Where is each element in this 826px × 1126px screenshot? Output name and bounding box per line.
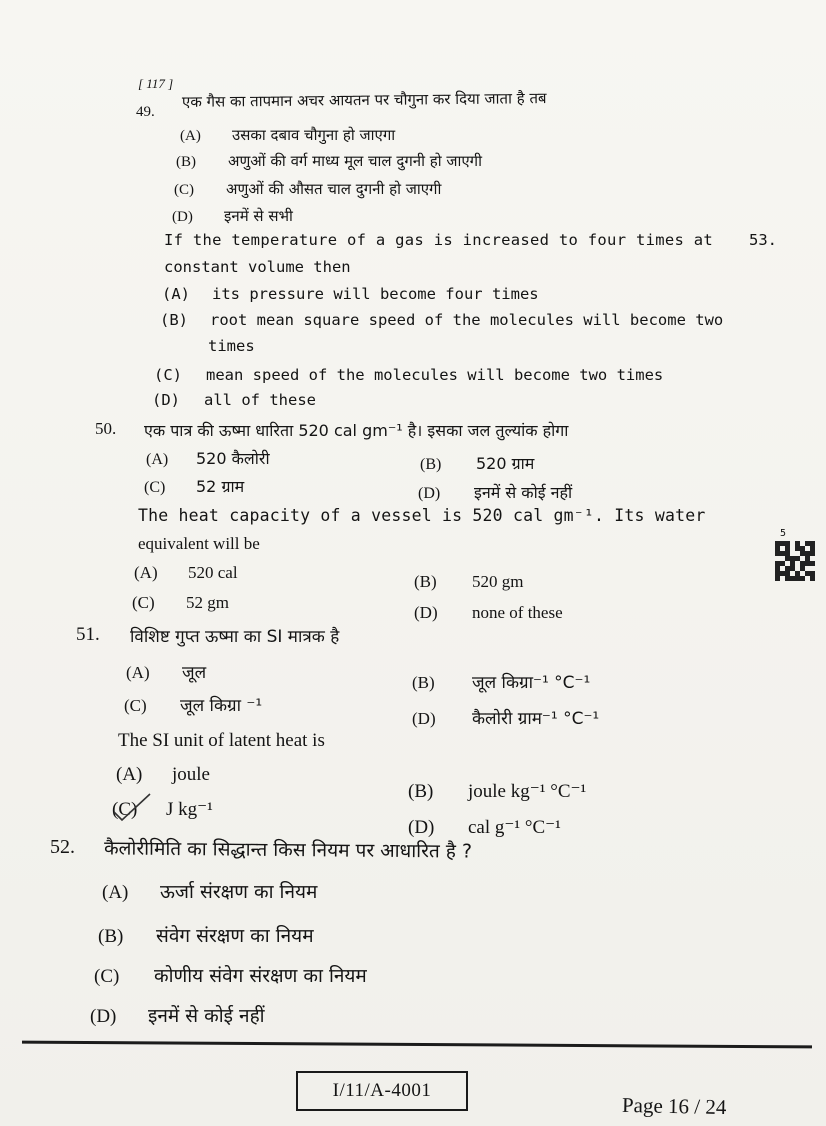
side-number: 53. bbox=[749, 231, 777, 249]
option-row bbox=[418, 481, 572, 503]
option-text: 520 gm bbox=[472, 572, 524, 591]
option-row bbox=[176, 151, 482, 171]
option-text-continued: times bbox=[208, 337, 255, 355]
option-label: (D) bbox=[412, 709, 436, 728]
option-row bbox=[126, 660, 206, 683]
question-stem-hindi: एक गैस का तापमान अचर आयतन पर चौगुना कर दिया जाता है तब bbox=[181, 89, 547, 111]
option-label: (C) bbox=[144, 479, 166, 496]
pen-tick-mark-icon bbox=[112, 792, 152, 822]
option-label: (D) bbox=[172, 209, 193, 225]
option-label: (C) bbox=[94, 966, 120, 987]
option-text: इनमें से कोई नहीं bbox=[474, 483, 573, 502]
option-row bbox=[412, 706, 599, 729]
page-ref: [ 117 ] bbox=[138, 76, 174, 91]
option-text: संवेग संरक्षण का नियम bbox=[156, 925, 314, 947]
option-label: (D) bbox=[90, 1006, 117, 1027]
option-label: (C) bbox=[132, 593, 155, 612]
option-text: 52 gm bbox=[186, 593, 229, 612]
option-row bbox=[90, 1002, 265, 1028]
option-text: J kg⁻¹ bbox=[166, 799, 213, 820]
option-label: (B) bbox=[412, 673, 435, 692]
option-text: joule kg⁻¹ °C⁻¹ bbox=[468, 781, 587, 802]
option-text: joule bbox=[172, 764, 210, 785]
question-stem-english: The heat capacity of a vessel is 520 cal gm⁻¹. Its water bbox=[138, 506, 706, 525]
option-row bbox=[412, 670, 590, 693]
question-stem-english-cont: equivalent will be bbox=[138, 534, 260, 553]
option-row bbox=[152, 391, 316, 409]
option-row bbox=[408, 780, 586, 803]
option-text: 520 ग्राम bbox=[476, 454, 535, 473]
option-row bbox=[132, 593, 229, 613]
option-row bbox=[172, 206, 293, 226]
option-row bbox=[154, 366, 663, 384]
option-text: 520 cal bbox=[188, 563, 238, 582]
option-label: (C) bbox=[154, 366, 182, 384]
option-label: (A) bbox=[146, 451, 169, 468]
option-label: (A) bbox=[116, 764, 143, 785]
option-row bbox=[144, 475, 244, 497]
option-row bbox=[414, 603, 563, 623]
option-row bbox=[102, 878, 317, 904]
question-stem-hindi: कैलोरीमिति का सिद्धान्त किस नियम पर आधारित है ? bbox=[103, 837, 473, 863]
option-text: कैलोरी ग्राम⁻¹ °C⁻¹ bbox=[472, 709, 600, 729]
option-text: all of these bbox=[204, 391, 316, 409]
footer-divider bbox=[22, 1041, 812, 1049]
option-label: (A) bbox=[162, 285, 190, 303]
option-row bbox=[414, 572, 523, 592]
option-label: (D) bbox=[418, 485, 441, 502]
question-stem-english-cont: constant volume then bbox=[164, 258, 351, 276]
option-row bbox=[134, 563, 238, 583]
paper-code: I/11/A-4001 bbox=[332, 1080, 432, 1101]
paper-code-box bbox=[296, 1071, 468, 1111]
option-row bbox=[420, 452, 534, 474]
option-text: जूल किग्रा ⁻¹ bbox=[180, 696, 263, 716]
question-stem-hindi: एक पात्र की ऊष्मा धारिता 520 cal gm⁻¹ है। इसका जल तुल्यांक होगा bbox=[144, 421, 569, 440]
option-label: (B) bbox=[420, 456, 442, 473]
option-label: (B) bbox=[408, 781, 434, 802]
option-text: 52 ग्राम bbox=[196, 477, 245, 496]
option-text: इनमें से सभी bbox=[224, 207, 293, 225]
option-text: mean speed of the molecules will become two times bbox=[206, 366, 664, 384]
question-number: 52. bbox=[50, 836, 75, 858]
option-text: जूल किग्रा⁻¹ °C⁻¹ bbox=[472, 673, 591, 693]
option-label: (D) bbox=[408, 817, 435, 838]
question-number: 50. bbox=[95, 419, 117, 438]
option-label: (B) bbox=[98, 926, 124, 947]
option-label: (C) bbox=[112, 799, 138, 820]
page-number: Page 16 / 24 bbox=[621, 1092, 727, 1120]
option-row bbox=[180, 125, 395, 145]
option-text: root mean square speed of the molecules will become two bbox=[210, 311, 724, 329]
option-text: इनमें से कोई नहीं bbox=[148, 1005, 265, 1027]
option-text: जूल bbox=[182, 663, 207, 683]
option-row bbox=[160, 311, 723, 329]
option-text: अणुओं की औसत चाल दुगनी हो जाएगी bbox=[226, 180, 442, 198]
option-text: cal g⁻¹ °C⁻¹ bbox=[468, 817, 561, 838]
option-label: (A) bbox=[126, 663, 150, 682]
question-stem-english: If the temperature of a gas is increased to four times at bbox=[164, 231, 714, 249]
option-row bbox=[408, 816, 561, 839]
option-row bbox=[146, 447, 270, 469]
option-text: none of these bbox=[472, 603, 563, 622]
qr-code-icon bbox=[775, 541, 815, 581]
option-label: (B) bbox=[414, 572, 437, 591]
option-text: कोणीय संवेग संरक्षण का नियम bbox=[154, 965, 367, 987]
option-text: उसका दबाव चौगुना हो जाएगा bbox=[232, 126, 396, 144]
option-row bbox=[116, 764, 210, 786]
question-stem-english: The SI unit of latent heat is bbox=[118, 730, 325, 751]
option-label: (B) bbox=[160, 311, 188, 329]
option-label: (C) bbox=[124, 696, 147, 715]
option-label: (A) bbox=[180, 128, 201, 144]
option-label: (C) bbox=[174, 182, 194, 198]
question-number: 49. bbox=[136, 104, 155, 120]
option-label: (B) bbox=[176, 154, 196, 170]
option-text: ऊर्जा संरक्षण का नियम bbox=[160, 881, 318, 903]
option-label: (D) bbox=[152, 391, 180, 409]
qr-marker: 5 bbox=[780, 528, 787, 539]
option-text: its pressure will become four times bbox=[212, 285, 539, 303]
option-row bbox=[162, 285, 539, 303]
option-text: अणुओं की वर्ग माध्य मूल चाल दुगनी हो जाएगी bbox=[228, 152, 482, 170]
option-label: (D) bbox=[414, 603, 438, 622]
question-number: 51. bbox=[76, 624, 100, 645]
option-row bbox=[124, 693, 262, 716]
option-row bbox=[94, 962, 367, 988]
option-row bbox=[174, 179, 441, 199]
option-text: 520 कैलोरी bbox=[196, 449, 270, 468]
question-stem-hindi: विशिष्ट गुप्त ऊष्मा का SI मात्रक है bbox=[130, 627, 340, 647]
option-label: (A) bbox=[134, 563, 158, 582]
option-row bbox=[98, 922, 314, 948]
option-label: (A) bbox=[102, 882, 129, 903]
